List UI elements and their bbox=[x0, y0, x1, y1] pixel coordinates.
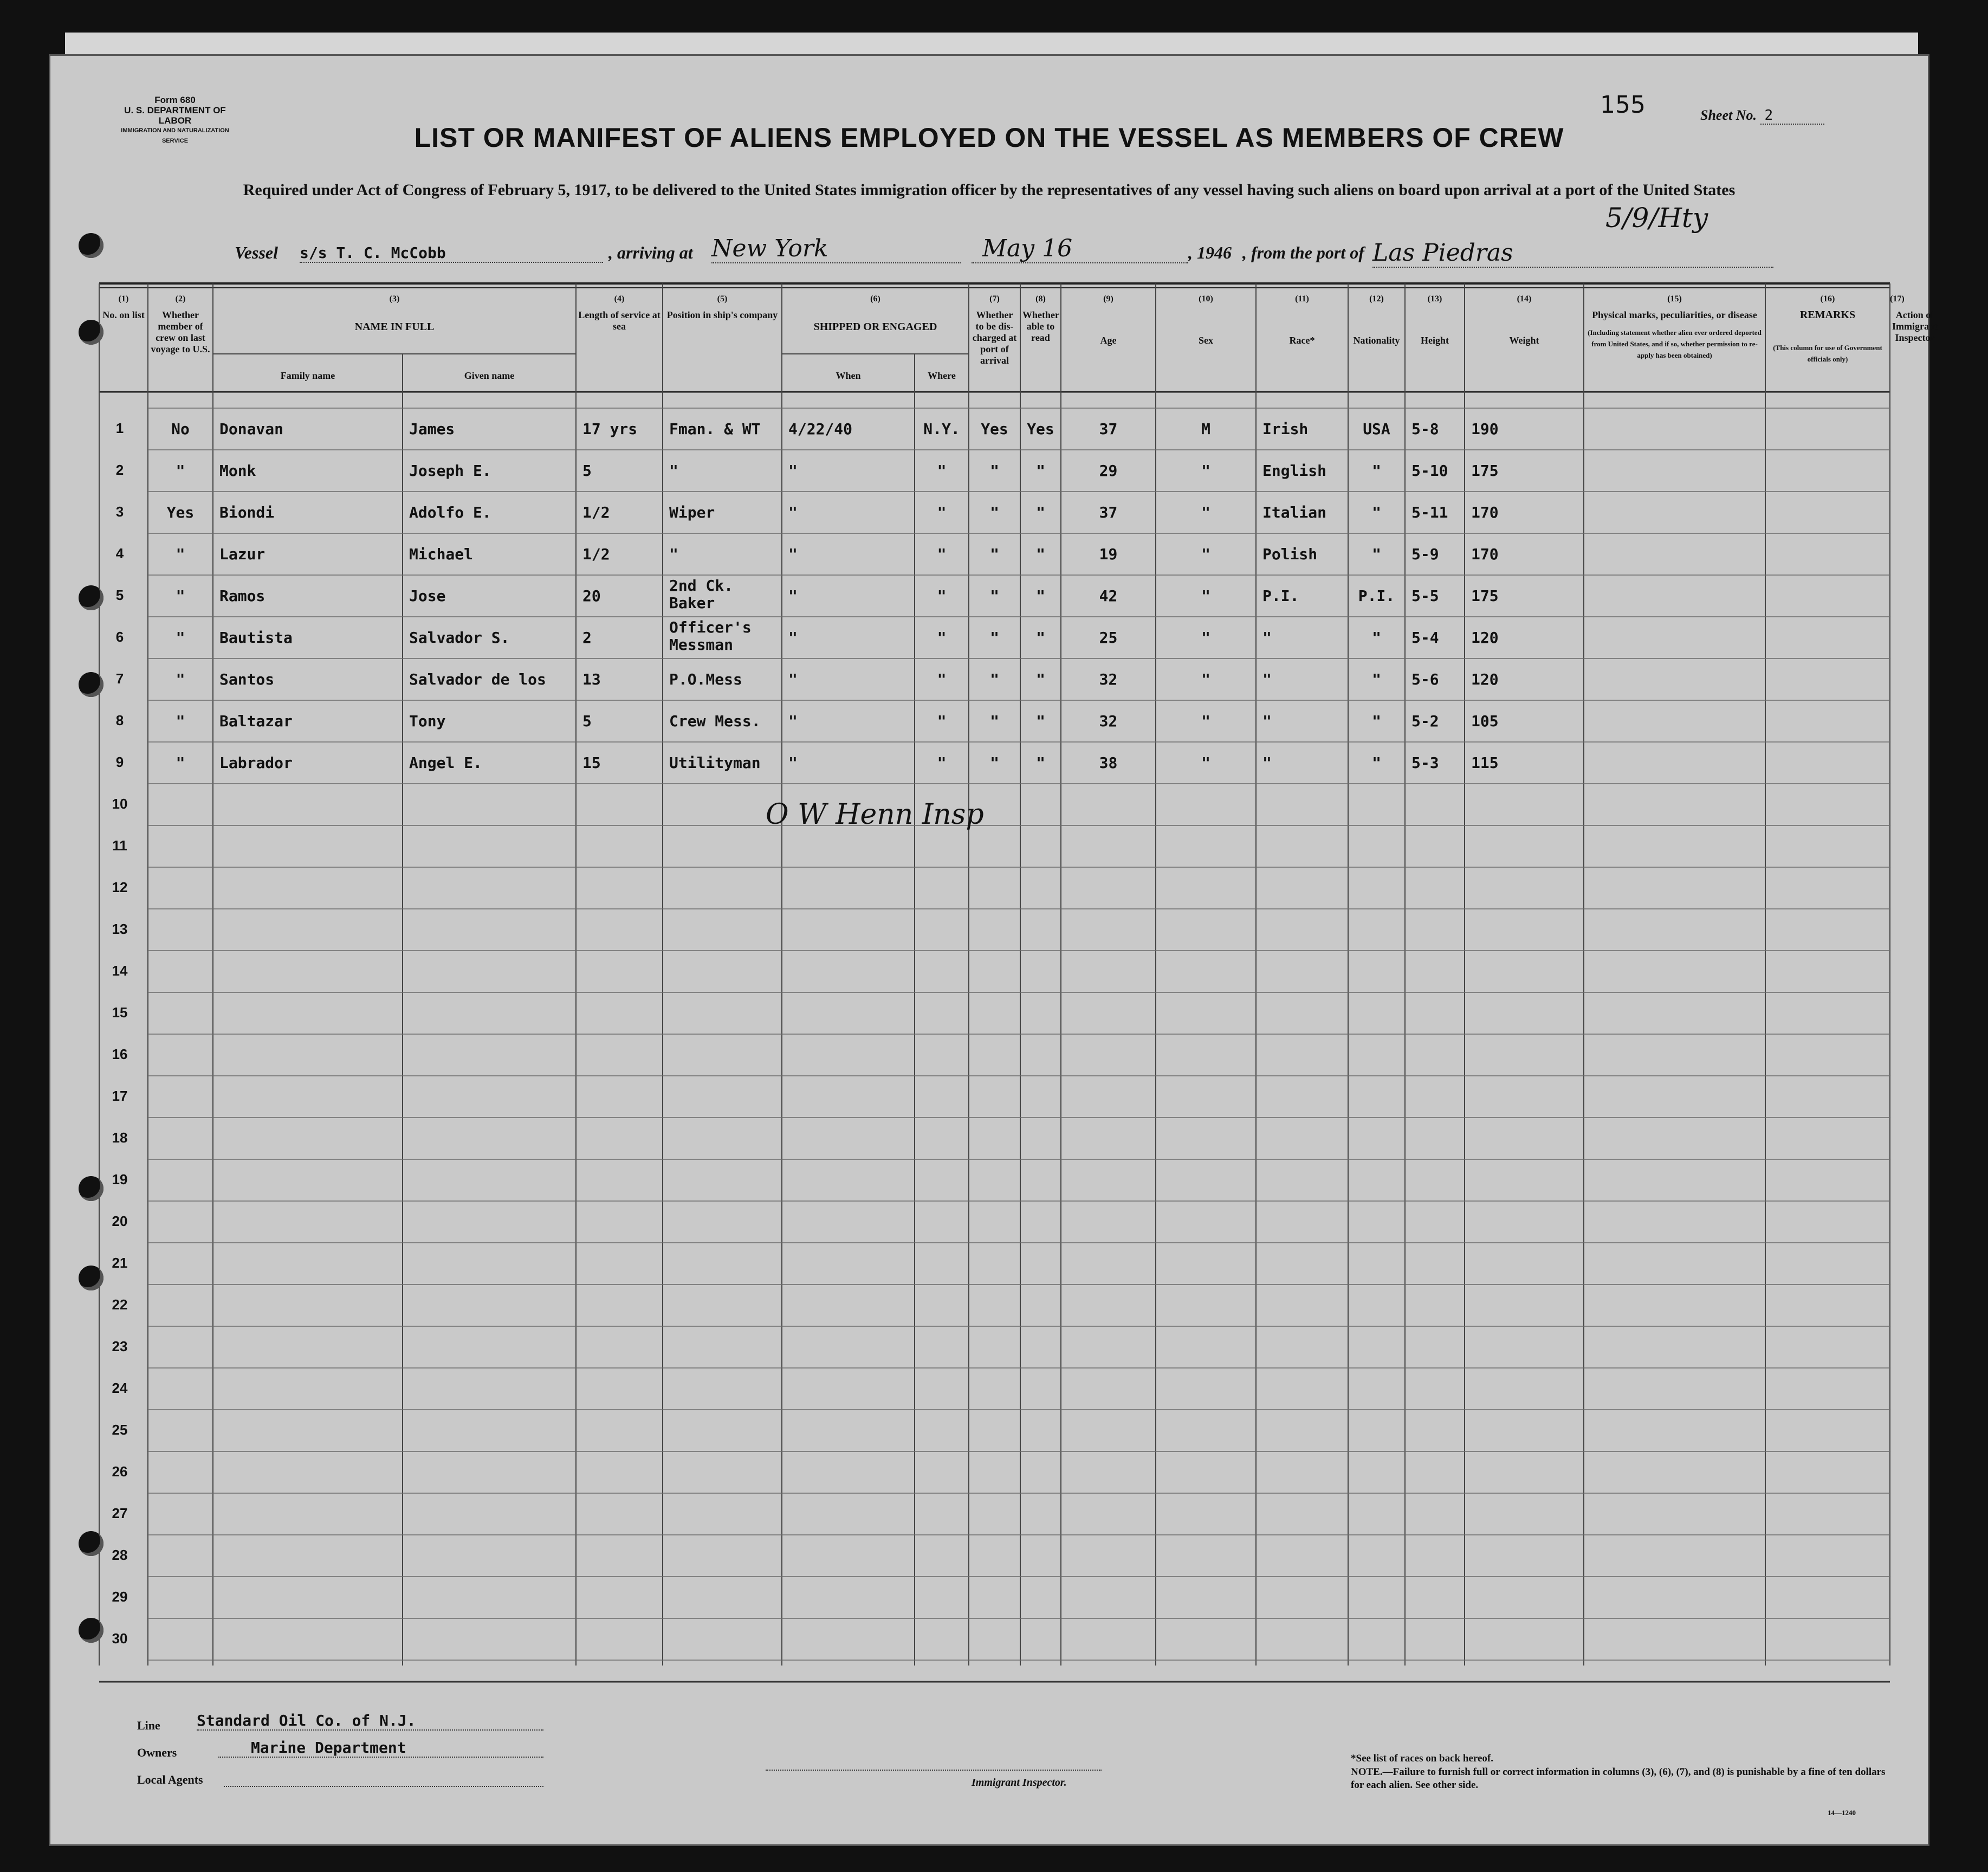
cell-height: 5-4 bbox=[1411, 629, 1439, 647]
cell-age: 32 bbox=[1099, 712, 1118, 730]
cell-sex: " bbox=[1201, 670, 1210, 688]
cell-position: 2nd Ck. Baker bbox=[669, 577, 734, 612]
row-number: 12 bbox=[112, 879, 128, 895]
line-value: Standard Oil Co. of N.J. bbox=[197, 1712, 543, 1731]
cell-where: " bbox=[937, 462, 947, 480]
column-number-2: (2) bbox=[175, 294, 186, 304]
owners-value: Marine Department bbox=[218, 1739, 543, 1758]
page-number: 155 bbox=[1600, 91, 1646, 119]
cell-given: Adolfo E. bbox=[409, 503, 491, 521]
cell-weight: 190 bbox=[1471, 420, 1499, 438]
cell-read: " bbox=[1036, 670, 1045, 688]
cell-discharged: " bbox=[990, 503, 999, 521]
column-header-1: No. on list bbox=[102, 309, 145, 320]
row-number: 16 bbox=[112, 1046, 128, 1062]
cell-given: James bbox=[409, 420, 455, 438]
row-number: 29 bbox=[112, 1589, 128, 1605]
column-header-12: Nationality bbox=[1353, 335, 1400, 346]
row-number: 13 bbox=[112, 921, 128, 937]
document-title: LIST OR MANIFEST OF ALIENS EMPLOYED ON THE VESSEL AS MEMBERS OF CREW bbox=[414, 122, 1564, 153]
cell-service: 15 bbox=[582, 754, 601, 772]
cell-where: " bbox=[937, 587, 947, 605]
cell-sex: " bbox=[1201, 712, 1210, 730]
row-number: 21 bbox=[112, 1255, 128, 1271]
cell-race: Irish bbox=[1262, 420, 1309, 438]
cell-family: Monk bbox=[219, 462, 256, 480]
cell-race: English bbox=[1262, 462, 1327, 480]
sheet-value: 2 bbox=[1760, 107, 1824, 125]
column-header-3: NAME IN FULL bbox=[354, 321, 435, 333]
from-port: Las Piedras bbox=[1372, 239, 1773, 268]
arriving-label: , arriving at bbox=[608, 243, 693, 262]
column-number-9: (9) bbox=[1103, 294, 1113, 304]
column-header-6: SHIPPED OR ENGAGED bbox=[813, 321, 937, 333]
row-number: 28 bbox=[112, 1547, 128, 1563]
column-number-10: (10) bbox=[1199, 294, 1213, 304]
form-number: Form 680 bbox=[154, 95, 196, 105]
cell-service: 2 bbox=[582, 629, 592, 647]
column-number-13: (13) bbox=[1427, 294, 1442, 304]
cell-where: " bbox=[937, 670, 947, 688]
races-note: *See list of races on back hereof. bbox=[1351, 1753, 1493, 1764]
row-number: 18 bbox=[112, 1129, 128, 1146]
row-number: 7 bbox=[115, 670, 124, 687]
row-number: 6 bbox=[115, 629, 124, 645]
cell-discharged: Yes bbox=[981, 420, 1008, 438]
column-header-11: Race* bbox=[1289, 335, 1315, 346]
row-number: 8 bbox=[115, 712, 124, 728]
binder-hole bbox=[79, 1531, 103, 1556]
row-number: 27 bbox=[112, 1505, 128, 1521]
column-header-10: Sex bbox=[1199, 335, 1213, 346]
cell-position: Fman. & WT bbox=[669, 420, 761, 438]
cell-position: Utilityman bbox=[669, 754, 761, 772]
binder-hole bbox=[79, 1176, 103, 1201]
cell-member: " bbox=[176, 587, 185, 605]
row-number: 10 bbox=[112, 796, 128, 812]
cell-where: " bbox=[937, 712, 947, 730]
row-number: 2 bbox=[115, 462, 124, 478]
cell-given: Salvador S. bbox=[409, 629, 510, 647]
cell-given: Michael bbox=[409, 545, 474, 563]
column-number-8: (8) bbox=[1035, 294, 1046, 304]
cell-service: 20 bbox=[582, 587, 601, 605]
penalty-note: NOTE.—Failure to furnish full or correct information in columns (3), (6), (7), and (8) is punishable by a fine of ten dollars for each alien. See other side. bbox=[1351, 1766, 1886, 1791]
from-port-label: , from the port of bbox=[1242, 243, 1364, 262]
cell-weight: 175 bbox=[1471, 462, 1499, 480]
cell-age: 29 bbox=[1099, 462, 1118, 480]
cell-service: 13 bbox=[582, 670, 601, 688]
cell-height: 5-8 bbox=[1411, 420, 1439, 438]
column-header-2: Whether member of crew on last voyage to U.S. bbox=[151, 309, 210, 354]
row-number: 1 bbox=[115, 420, 124, 436]
cell-age: 38 bbox=[1099, 754, 1118, 772]
cell-member: Yes bbox=[166, 503, 195, 521]
cell-height: 5-11 bbox=[1411, 503, 1448, 521]
binder-hole bbox=[79, 672, 103, 697]
vessel-name: s/s T. C. McCobb bbox=[300, 244, 603, 263]
cell-when: " bbox=[788, 462, 798, 480]
cell-race: P.I. bbox=[1262, 587, 1299, 605]
binder-hole bbox=[79, 1266, 103, 1290]
row-number: 4 bbox=[115, 545, 124, 561]
row-number: 22 bbox=[112, 1296, 128, 1313]
inspector-signature: O W Henn Insp bbox=[766, 798, 984, 831]
cell-when: " bbox=[788, 629, 798, 647]
column-number-12: (12) bbox=[1369, 294, 1384, 304]
cell-discharged: " bbox=[990, 712, 999, 730]
cell-race: " bbox=[1262, 670, 1272, 688]
cell-given: Salvador de los bbox=[409, 670, 546, 688]
cell-read: " bbox=[1036, 545, 1045, 563]
column-header-9: Age bbox=[1100, 335, 1117, 346]
cell-family: Lazur bbox=[219, 545, 266, 563]
row-number: 17 bbox=[112, 1088, 128, 1104]
cell-race: " bbox=[1262, 712, 1272, 730]
cell-family: Biondi bbox=[219, 503, 275, 521]
column-number-4: (4) bbox=[614, 294, 625, 304]
cell-where: " bbox=[937, 629, 947, 647]
cell-when: " bbox=[788, 503, 798, 521]
cell-age: 25 bbox=[1099, 629, 1118, 647]
cell-position: " bbox=[669, 545, 678, 563]
cell-discharged: " bbox=[990, 670, 999, 688]
cell-when: " bbox=[788, 712, 798, 730]
department-name: U. S. DEPARTMENT OF LABOR bbox=[124, 105, 226, 126]
cell-age: 42 bbox=[1099, 587, 1118, 605]
cell-discharged: " bbox=[990, 754, 999, 772]
cell-read: " bbox=[1036, 462, 1045, 480]
column-number-3: (3) bbox=[389, 294, 400, 304]
cell-position: P.O.Mess bbox=[669, 670, 742, 688]
row-number: 11 bbox=[112, 837, 127, 854]
column-number-14: (14) bbox=[1517, 294, 1532, 304]
column-header-13: Height bbox=[1421, 335, 1449, 346]
cell-family: Ramos bbox=[219, 587, 266, 605]
cell-service: 5 bbox=[582, 462, 592, 480]
cell-nationality: USA bbox=[1363, 420, 1390, 438]
row-number: 3 bbox=[115, 503, 124, 520]
manifest-sheet bbox=[49, 54, 1938, 1846]
cell-position: Officer's Messman bbox=[669, 618, 752, 654]
column-number-11: (11) bbox=[1295, 294, 1309, 304]
cell-service: 17 yrs bbox=[582, 420, 638, 438]
service-name: IMMIGRATION AND NATURALIZATION SERVICE bbox=[121, 127, 229, 144]
column-number-1: (1) bbox=[118, 294, 129, 304]
binder-hole bbox=[79, 585, 103, 610]
cell-height: 5-5 bbox=[1411, 587, 1439, 605]
cell-read: " bbox=[1036, 629, 1045, 647]
cell-sex: " bbox=[1201, 587, 1210, 605]
cell-sex: " bbox=[1201, 754, 1210, 772]
cell-height: 5-3 bbox=[1411, 754, 1439, 772]
vessel-label: Vessel bbox=[235, 243, 278, 262]
cell-member: " bbox=[176, 754, 185, 772]
arrival-year: , 1946 bbox=[1188, 243, 1232, 262]
cell-given: Joseph E. bbox=[409, 462, 491, 480]
line-label: Line bbox=[137, 1719, 160, 1732]
cell-weight: 115 bbox=[1471, 754, 1499, 772]
cell-member: " bbox=[176, 629, 185, 647]
cell-sex: " bbox=[1201, 503, 1210, 521]
cell-nationality: P.I. bbox=[1358, 587, 1395, 605]
cell-family: Donavan bbox=[219, 420, 284, 438]
column-header-4: Length of service at sea bbox=[578, 309, 660, 332]
cell-nationality: " bbox=[1372, 503, 1381, 521]
form-code: 14—1240 bbox=[1828, 1809, 1856, 1817]
cell-weight: 120 bbox=[1471, 629, 1499, 647]
row-number: 9 bbox=[115, 754, 124, 770]
cell-position: Wiper bbox=[669, 503, 715, 521]
cell-member: " bbox=[176, 712, 185, 730]
cell-sex: " bbox=[1201, 629, 1210, 647]
cell-family: Santos bbox=[219, 670, 275, 688]
cell-family: Bautista bbox=[219, 629, 293, 647]
inspector-label: Immigrant Inspector. bbox=[972, 1777, 1067, 1789]
cell-read: " bbox=[1036, 754, 1045, 772]
cell-nationality: " bbox=[1372, 670, 1381, 688]
cell-discharged: " bbox=[990, 587, 999, 605]
cell-member: No bbox=[171, 420, 190, 438]
cell-nationality: " bbox=[1372, 712, 1381, 730]
cell-race: Italian bbox=[1262, 503, 1327, 521]
column-number-17: (17) bbox=[1890, 294, 1905, 304]
column-number-5: (5) bbox=[717, 294, 728, 304]
cell-given: Angel E. bbox=[409, 754, 482, 772]
cell-member: " bbox=[176, 670, 185, 688]
cell-when: " bbox=[788, 754, 798, 772]
cell-where: N.Y. bbox=[923, 420, 960, 438]
row-number: 23 bbox=[112, 1338, 128, 1354]
cell-sex: M bbox=[1201, 420, 1210, 438]
document-subtitle: Required under Act of Congress of February 5, 1917, to be delivered to the United States immigration officer by the representatives of any vessel having such aliens on board upon arrival at a port of the United States bbox=[243, 181, 1736, 199]
column-number-16: (16) bbox=[1820, 294, 1835, 304]
cell-read: " bbox=[1036, 503, 1045, 521]
agents-label: Local Agents bbox=[137, 1773, 203, 1786]
cell-race: " bbox=[1262, 629, 1272, 647]
cell-nationality: " bbox=[1372, 754, 1381, 772]
cell-height: 5-9 bbox=[1411, 545, 1439, 563]
column-header-8: Whether able to read bbox=[1022, 309, 1059, 343]
cell-nationality: " bbox=[1372, 545, 1381, 563]
column-header-5: Position in ship's company bbox=[666, 309, 778, 320]
cell-nationality: " bbox=[1372, 629, 1381, 647]
binder-hole bbox=[79, 320, 103, 345]
cell-service: 1/2 bbox=[582, 503, 610, 521]
cell-weight: 120 bbox=[1471, 670, 1499, 688]
column-number-6: (6) bbox=[870, 294, 880, 304]
row-number: 19 bbox=[112, 1171, 128, 1187]
cell-position: Crew Mess. bbox=[669, 712, 761, 730]
inspector-signature-line bbox=[766, 1768, 1102, 1771]
cell-when: " bbox=[788, 670, 798, 688]
agents-line bbox=[224, 1785, 543, 1787]
cell-where: " bbox=[937, 754, 947, 772]
binder-hole bbox=[79, 1618, 103, 1643]
cell-age: 19 bbox=[1099, 545, 1118, 563]
cell-where: " bbox=[937, 545, 947, 563]
cell-when: 4/22/40 bbox=[788, 420, 853, 438]
column-header-14: Weight bbox=[1509, 335, 1539, 346]
cell-given: Jose bbox=[409, 587, 446, 605]
binder-hole bbox=[79, 233, 103, 258]
cell-nationality: " bbox=[1372, 462, 1381, 480]
cell-race: " bbox=[1262, 754, 1272, 772]
cell-weight: 175 bbox=[1471, 587, 1499, 605]
cell-age: 37 bbox=[1099, 503, 1118, 521]
owners-label: Owners bbox=[137, 1746, 177, 1759]
row-number: 26 bbox=[112, 1463, 128, 1480]
cell-family: Labrador bbox=[219, 754, 293, 772]
row-number: 30 bbox=[112, 1630, 128, 1647]
cell-weight: 170 bbox=[1471, 545, 1499, 563]
cell-race: Polish bbox=[1262, 545, 1318, 563]
cell-read: Yes bbox=[1027, 420, 1054, 438]
sheet-label: Sheet No. bbox=[1700, 107, 1757, 123]
cell-given: Tony bbox=[409, 712, 446, 730]
arriving-port: New York bbox=[711, 235, 961, 263]
cell-age: 37 bbox=[1099, 420, 1118, 438]
given-name-header: Given name bbox=[464, 370, 515, 381]
cell-height: 5-6 bbox=[1411, 670, 1439, 688]
column-header-16: REMARKS bbox=[1799, 309, 1856, 321]
cell-service: 5 bbox=[582, 712, 592, 730]
row-number: 24 bbox=[112, 1380, 128, 1396]
cell-family: Baltazar bbox=[219, 712, 293, 730]
cell-sex: " bbox=[1201, 462, 1210, 480]
row-number: 15 bbox=[112, 1004, 128, 1021]
column-header-17: Action of Immigrant Inspector bbox=[1892, 309, 1938, 343]
cell-height: 5-2 bbox=[1411, 712, 1439, 730]
column-header-7: Whether to be dis-charged at port of arrival bbox=[972, 309, 1017, 366]
cell-service: 1/2 bbox=[582, 545, 610, 563]
cell-discharged: " bbox=[990, 629, 999, 647]
cell-where: " bbox=[937, 503, 947, 521]
shipped-when-header: When bbox=[836, 370, 861, 381]
shipped-where-header: Where bbox=[928, 370, 956, 381]
row-number: 14 bbox=[112, 963, 128, 979]
column-header-15: Physical marks, peculiarities, or disease bbox=[1592, 309, 1757, 320]
family-name-header: Family name bbox=[280, 370, 335, 381]
cell-member: " bbox=[176, 462, 185, 480]
cell-read: " bbox=[1036, 587, 1045, 605]
cell-sex: " bbox=[1201, 545, 1210, 563]
date-stamp: 5/9/Hty bbox=[1605, 202, 1708, 234]
column-number-15: (15) bbox=[1667, 294, 1682, 304]
cell-height: 5-10 bbox=[1411, 462, 1448, 480]
cell-member: " bbox=[176, 545, 185, 563]
cell-when: " bbox=[788, 587, 798, 605]
row-number: 20 bbox=[112, 1213, 128, 1229]
cell-when: " bbox=[788, 545, 798, 563]
remarks-note: (Including statement whether alien ever ordered deported from United States, and if so, whether permission to re-apply has been obtained) bbox=[1588, 328, 1762, 359]
column-number-7: (7) bbox=[989, 294, 1000, 304]
cell-weight: 170 bbox=[1471, 503, 1499, 521]
row-number: 25 bbox=[112, 1422, 128, 1438]
cell-position: " bbox=[669, 462, 678, 480]
inspector-note: (This column for use of Government officials only) bbox=[1773, 344, 1882, 363]
cell-discharged: " bbox=[990, 545, 999, 563]
row-number: 5 bbox=[115, 587, 124, 603]
cell-discharged: " bbox=[990, 462, 999, 480]
cell-read: " bbox=[1036, 712, 1045, 730]
cell-age: 32 bbox=[1099, 670, 1118, 688]
cell-weight: 105 bbox=[1471, 712, 1499, 730]
arrival-date: May 16 bbox=[972, 235, 1188, 263]
